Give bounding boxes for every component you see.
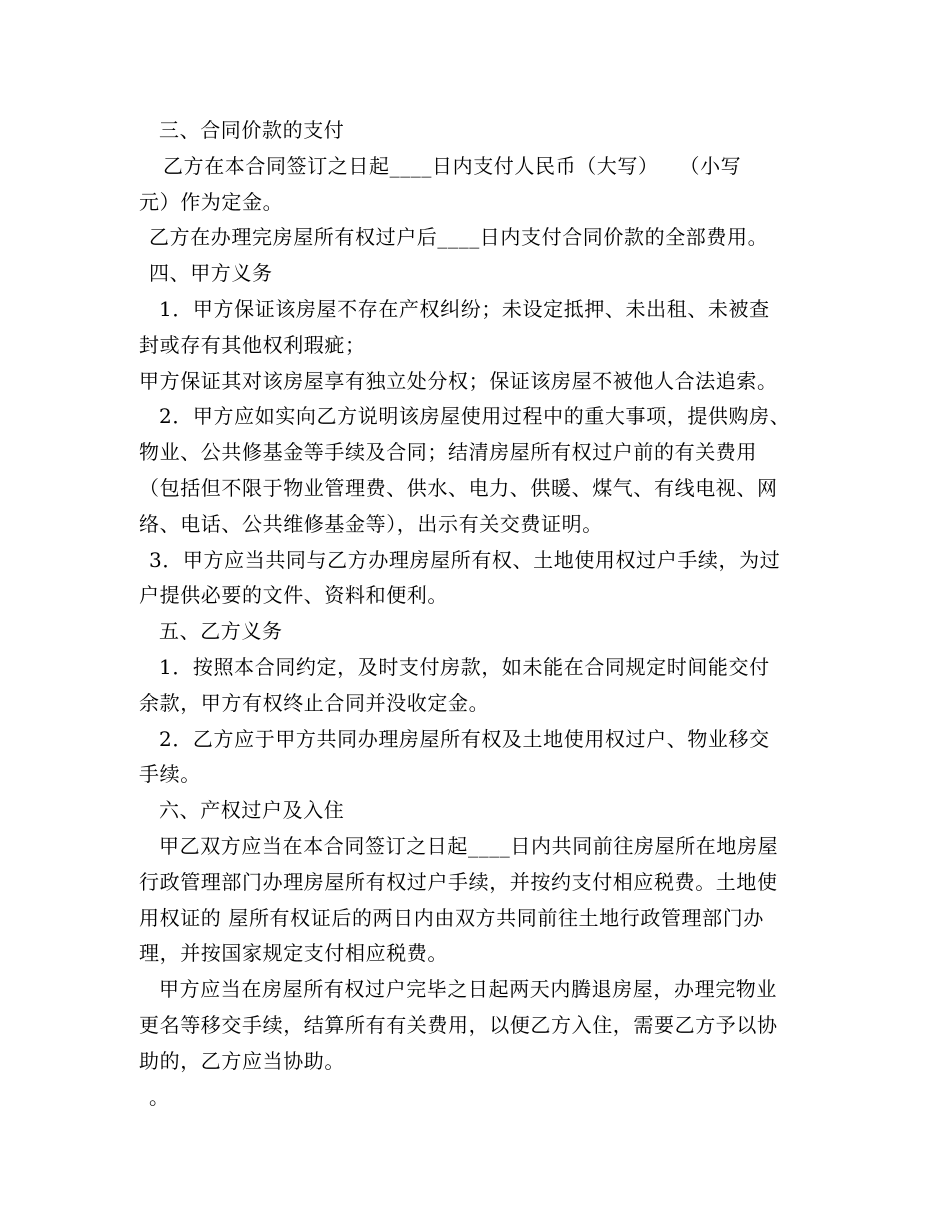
section-heading-party-a-obligations: 四、甲方义务 (149, 261, 273, 286)
paragraph-line: 甲方保证其对该房屋享有独立处分权；保证该房屋不被他人合法追索。 (139, 368, 778, 393)
paragraph-line: 理，并按国家规定支付相应税费。 (139, 941, 448, 966)
paragraph-line: （包括但不限于物业管理费、供水、电力、供暖、煤气、有线电视、网 (139, 475, 778, 500)
paragraph-line: 2．甲方应如实向乙方说明该房屋使用过程中的重大事项，提供购房、 (159, 404, 791, 429)
paragraph-line: 户提供必要的文件、资料和便利。 (139, 583, 448, 608)
paragraph-line: 元）作为定金。 (139, 189, 284, 214)
paragraph-line: 1．甲方保证该房屋不存在产权纠纷；未设定抵押、未出租、未被查 (159, 296, 770, 321)
paragraph-line: 助的，乙方应当协助。 (139, 1048, 345, 1073)
section-heading-transfer-and-occupancy: 六、产权过户及入住 (159, 798, 345, 823)
paragraph-line: 用权证的 屋所有权证后的两日内由双方共同前往土地行政管理部门办 (139, 905, 764, 930)
paragraph-line: 乙方在本合同签订之日起____日内支付人民币（大写） （小写 (163, 153, 742, 178)
paragraph-line: 更名等移交手续，结算所有有关费用，以便乙方入住，需要乙方予以协 (139, 1012, 778, 1037)
paragraph-line: 余款，甲方有权终止合同并没收定金。 (139, 690, 490, 715)
paragraph-line: 乙方在办理完房屋所有权过户后____日内支付合同价款的全部费用。 (149, 225, 769, 250)
paragraph-line: 1．按照本合同约定，及时支付房款，如未能在合同规定时间能交付 (159, 654, 770, 679)
paragraph-line: 2．乙方应于甲方共同办理房屋所有权及土地使用权过户、物业移交 (159, 726, 770, 751)
paragraph-line: 3．甲方应当共同与乙方办理房屋所有权、土地使用权过户手续，为过 (149, 547, 781, 572)
trailing-mark: 。 (149, 1084, 170, 1109)
contract-body (139, 113, 829, 1115)
section-heading-payment: 三、合同价款的支付 (159, 118, 345, 142)
paragraph-line: 甲方应当在房屋所有权过户完毕之日起两天内腾退房屋，办理完物业 (159, 977, 777, 1002)
paragraph-line: 络、电话、公共维修基金等），出示有关交费证明。 (139, 511, 603, 536)
paragraph-line: 物业、公共修基金等手续及合同；结清房屋所有权过户前的有关费用 (139, 440, 757, 465)
paragraph-line: 手续。 (139, 762, 201, 787)
paragraph-line: 封或存有其他权利瑕疵； (139, 332, 366, 357)
section-heading-party-b-obligations: 五、乙方义务 (159, 619, 283, 644)
paragraph-line: 甲乙双方应当在本合同签订之日起____日内共同前往房屋所在地房屋 (159, 833, 779, 858)
paragraph-line: 行政管理部门办理房屋所有权过户手续，并按约支付相应税费。土地使 (139, 869, 778, 894)
